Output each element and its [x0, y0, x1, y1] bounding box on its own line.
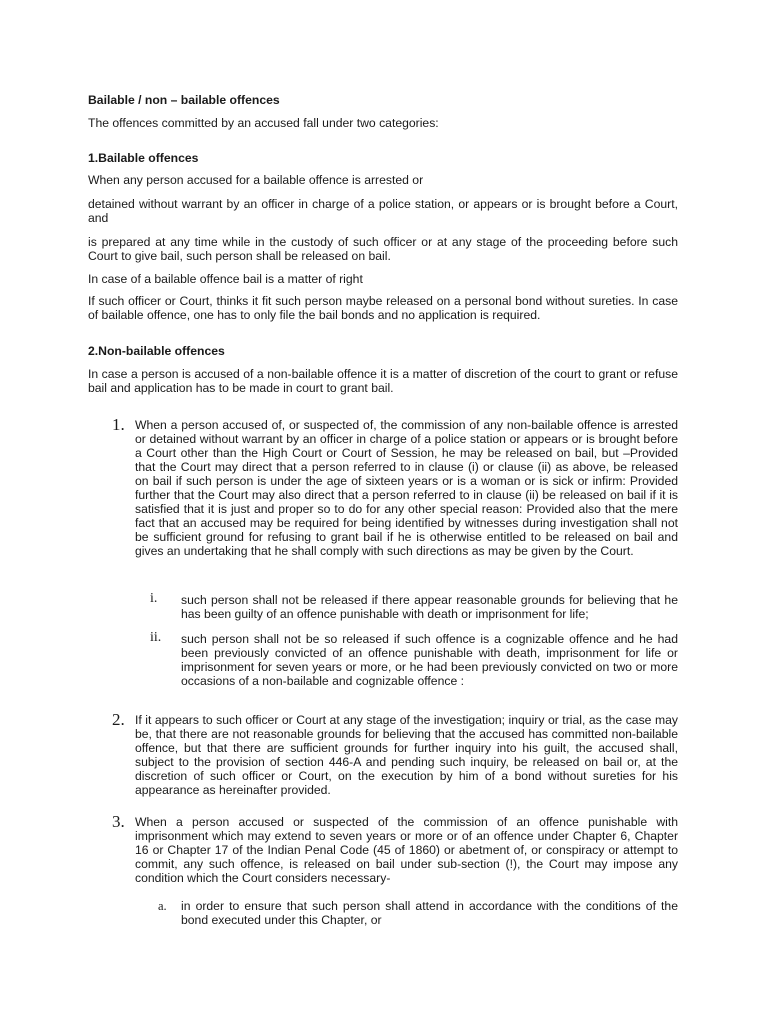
intro-paragraph: The offences committed by an accused fall under two categories: — [88, 116, 439, 130]
section-heading-non-bailable: 2.Non-bailable offences — [88, 344, 225, 358]
paragraph: is prepared at any time while in the custody of such officer or at any stage of the proceeding before such Court to give bail, such person shall be released on bail. — [88, 235, 678, 263]
list-item-number: 3. — [112, 812, 125, 831]
sublist-item-number: i. — [150, 591, 158, 606]
paragraph: In case of a bailable offence bail is a matter of right — [88, 272, 363, 286]
sublist-item: in order to ensure that such person shall attend in accordance with the conditions of the bond executed under this Chapter, or — [181, 899, 678, 927]
list-item-number: 1. — [112, 415, 125, 434]
list-item: When a person accused of, or suspected of, the commission of any non-bailable offence is arrested or detained without warrant by an officer in charge of a police station or appears or is brought before a Court other than the High Court or Court of Session, he may be released on bail, but –Provided that the Court may direct that a person referred to in clause (i) or clause (ii) as above, be released on bail if such person is under the age of sixteen years or is a woman or is sick or infirm: Provided further that the Court may also direct that a person referred to in clause (ii) be released on bail if it is satisfied that it is just and proper so to do for any other special reason: Provided also that the mere fact that an accused may be required for being identified by witnesses during investigation shall not be sufficient ground for refusing to grant bail if he is otherwise entitled to be released on bail and gives an undertaking that he shall comply with such directions as may be given by the Court. — [135, 418, 678, 558]
document-title: Bailable / non – bailable offences — [88, 93, 280, 107]
paragraph: If such officer or Court, thinks it fit such person maybe released on a personal bond without sureties. In case of bailable offence, one has to only file the bail bonds and no application is required. — [88, 294, 678, 322]
sublist-item: such person shall not be released if there appear reasonable grounds for believing that he has been guilty of an offence punishable with death or imprisonment for life; — [181, 593, 678, 621]
sublist-item: such person shall not be so released if such offence is a cognizable offence and he had been previously convicted of an offence punishable with death, imprisonment for life or imprisonment for seven years or more, or he had been previously convicted on two or more occasions of a non-bailable and cognizable offence : — [181, 632, 678, 688]
list-item: If it appears to such officer or Court at any stage of the investigation; inquiry or trial, as the case may be, that there are not reasonable grounds for believing that the accused has committed non-bailable offence, but that there are sufficient grounds for further inquiry into his guilt, the accused shall, subject to the provision of section 446-A and pending such inquiry, be released on bail or, at the discretion of such officer or Court, on the execution by him of a bond without sureties for his appearance as hereinafter provided. — [135, 713, 678, 797]
sublist-item-number: ii. — [150, 630, 162, 645]
section-heading-bailable: 1.Bailable offences — [88, 151, 199, 165]
list-item: When a person accused or suspected of the commission of an offence punishable with imprisonment which may extend to seven years or more or of an offence under Chapter 6, Chapter 16 or Chapter 17 of the Indian Penal Code (45 of 1860) or abetment of, or conspiracy or attempt to commit, any such offence, is released on bail under sub-section (!), the Court may impose any condition which the Court considers necessary- — [135, 815, 678, 885]
paragraph: In case a person is accused of a non-bailable offence it is a matter of discretion of the court to grant or refuse bail and application has to be made in court to grant bail. — [88, 367, 678, 395]
paragraph: detained without warrant by an officer in charge of a police station, or appears or is brought before a Court, and — [88, 197, 678, 225]
sublist-item-letter: a. — [158, 899, 167, 913]
list-item-number: 2. — [112, 710, 125, 729]
paragraph: When any person accused for a bailable offence is arrested or — [88, 173, 424, 187]
